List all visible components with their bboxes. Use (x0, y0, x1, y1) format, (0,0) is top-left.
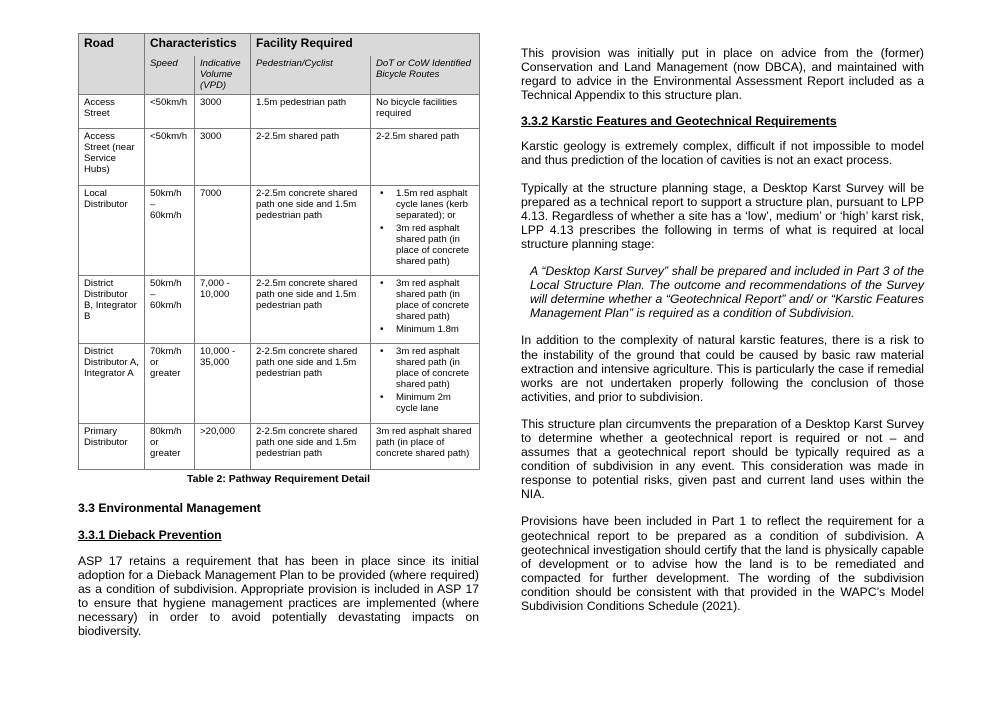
paragraph: This structure plan circumvents the preparation of a Desktop Karst Survey to determine whether a geotechnical report is required or not – and assumes that a geotechnical report should be typically required as a condition of subdivision in any event. This consideration was made in response to potential risks, given past and current land uses within the NIA. (521, 416, 924, 502)
cell-road: Primary Distributor (79, 424, 145, 470)
subsection-heading: 3.3.1 Dieback Prevention (78, 528, 222, 542)
paragraph: ASP 17 retains a requirement that has been in place since its initial adoption for a Dieback Management Plan to be provided (where required) as a condition of subdivision. Appropriate provision is included in ASP 17 to ensure that hygiene management practices are implemented (where necessary) in order to avoid potentially devastating impacts on biodiversity. (78, 554, 479, 639)
list-item: • 3m red asphalt shared path (in place of concrete shared path) (376, 223, 474, 267)
header-facility-required: Facility Required (251, 34, 480, 57)
cell-volume: 10,000 - 35,000 (195, 344, 251, 424)
cell-road: District Distributor B, Integrator B (79, 276, 145, 344)
table-row (79, 186, 480, 276)
header-characteristics: Characteristics (145, 34, 251, 57)
bicycle-list (376, 346, 474, 414)
paragraph: Typically at the structure planning stage, a Desktop Karst Survey will be prepared as a technical report to support a structure plan, pursuant to LPP 4.13. Regardless of whether a site has a ‘low’, medium’ or ‘high’ karst risk, LPP 4.13 prescribes the following in terms of what is required at local structure planning stage: (521, 180, 924, 251)
paragraph: Provisions have been included in Part 1 to reflect the requirement for a geotechnical report to be prepared as a condition of subdivision. A geotechnical investigation should certify that the land is physically capable of development or to advise how the land is to be remediated and compacted for further development. The wording of the subdivision condition should be consistent with that provided in the WAPC’s Model Subdivision Conditions Schedule (2021). (521, 514, 924, 613)
list-item: • Minimum 1.8m (376, 324, 474, 335)
cell-speed: 50km/h – 60km/h (145, 276, 195, 344)
paragraph: In addition to the complexity of natural karstic features, there is a risk to the instability of the ground that could be caused by basic raw material extraction and intensive agriculture. This is particularly the case if remedial works are not undertaken properly following the conclusion of those activities, and prior to subdivision. (521, 333, 924, 404)
cell-road: Access Street (near Service Hubs) (79, 129, 145, 186)
list-item: • 1.5m red asphalt cycle lanes (kerb separated); or (376, 188, 474, 221)
cell-volume: 3000 (195, 95, 251, 129)
cell-pedestrian: 2-2.5m concrete shared path one side and 1.5m pedestrian path (251, 344, 371, 424)
table-row (79, 276, 480, 344)
table-row (79, 129, 480, 186)
list-item: • 3m red asphalt shared path (in place of concrete shared path) (376, 278, 474, 322)
cell-speed: <50km/h (145, 95, 195, 129)
cell-pedestrian: 2-2.5m concrete shared path one side and 1.5m pedestrian path (251, 186, 371, 276)
section-heading: 3.3 Environmental Management (78, 501, 261, 515)
cell-road: Local Distributor (79, 186, 145, 276)
cell-volume: >20,000 (195, 424, 251, 470)
cell-speed: 70km/h or greater (145, 344, 195, 424)
bicycle-list (376, 278, 474, 335)
cell-volume: 7,000 - 10,000 (195, 276, 251, 344)
table-row (79, 344, 480, 424)
paragraph: Karstic geology is extremely complex, difficult if not impossible to model and thus prediction of the location of cavities is not an exact process. (521, 139, 924, 168)
paragraph: This provision was initially put in place on advice from the (former) Conservation and Land Management (now DBCA), and maintained with regard to advice in the Environmental Assessment Report included as a Technical Appendix to this structure plan. (521, 46, 924, 103)
cell-bicycle: 2-2.5m shared path (371, 129, 480, 186)
header-speed: Speed (145, 56, 195, 95)
cell-bicycle: 3m red asphalt shared path (in place of concrete shared path) (371, 424, 480, 470)
table-caption: Table 2: Pathway Requirement Detail (186, 473, 371, 485)
table-row (79, 424, 480, 470)
quote-paragraph: A “Desktop Karst Survey” shall be prepared and included in Part 3 of the Local Structure Plan. The outcome and recommendations of the Survey will determine whether a “Geotechnical Report” and/ or “Karstic Features Management Plan” is required as a condition of Subdivision. (530, 264, 924, 321)
cell-road: Access Street (79, 95, 145, 129)
cell-bicycle (371, 276, 480, 344)
cell-volume: 3000 (195, 129, 251, 186)
list-item: • Minimum 2m cycle lane (376, 392, 474, 414)
header-bicycle-routes: DoT or CoW Identified Bicycle Routes (371, 56, 480, 95)
table-row (79, 95, 480, 129)
cell-bicycle: No bicycle facilities required (371, 95, 480, 129)
cell-pedestrian: 2-2.5m shared path (251, 129, 371, 186)
left-column (78, 33, 479, 639)
header-pedestrian-cyclist: Pedestrian/Cyclist (251, 56, 371, 95)
cell-bicycle (371, 186, 480, 276)
list-item: • 3m red asphalt shared path (in place of concrete shared path) (376, 346, 474, 390)
cell-pedestrian: 2-2.5m concrete shared path one side and 1.5m pedestrian path (251, 276, 371, 344)
subsection-heading: 3.3.2 Karstic Features and Geotechnical Requirements (521, 114, 837, 129)
header-road: Road (79, 34, 145, 95)
cell-speed: <50km/h (145, 129, 195, 186)
cell-pedestrian: 2-2.5m concrete shared path one side and 1.5m pedestrian path (251, 424, 371, 470)
bicycle-list (376, 188, 474, 267)
cell-bicycle (371, 344, 480, 424)
right-column (521, 46, 924, 613)
cell-volume: 7000 (195, 186, 251, 276)
cell-speed: 80km/h or greater (145, 424, 195, 470)
cell-pedestrian: 1.5m pedestrian path (251, 95, 371, 129)
pathway-requirement-table (78, 33, 480, 470)
cell-speed: 50km/h – 60km/h (145, 186, 195, 276)
cell-road: District Distributor A, Integrator A (79, 344, 145, 424)
header-indicative-volume: Indicative Volume (VPD) (195, 56, 251, 95)
